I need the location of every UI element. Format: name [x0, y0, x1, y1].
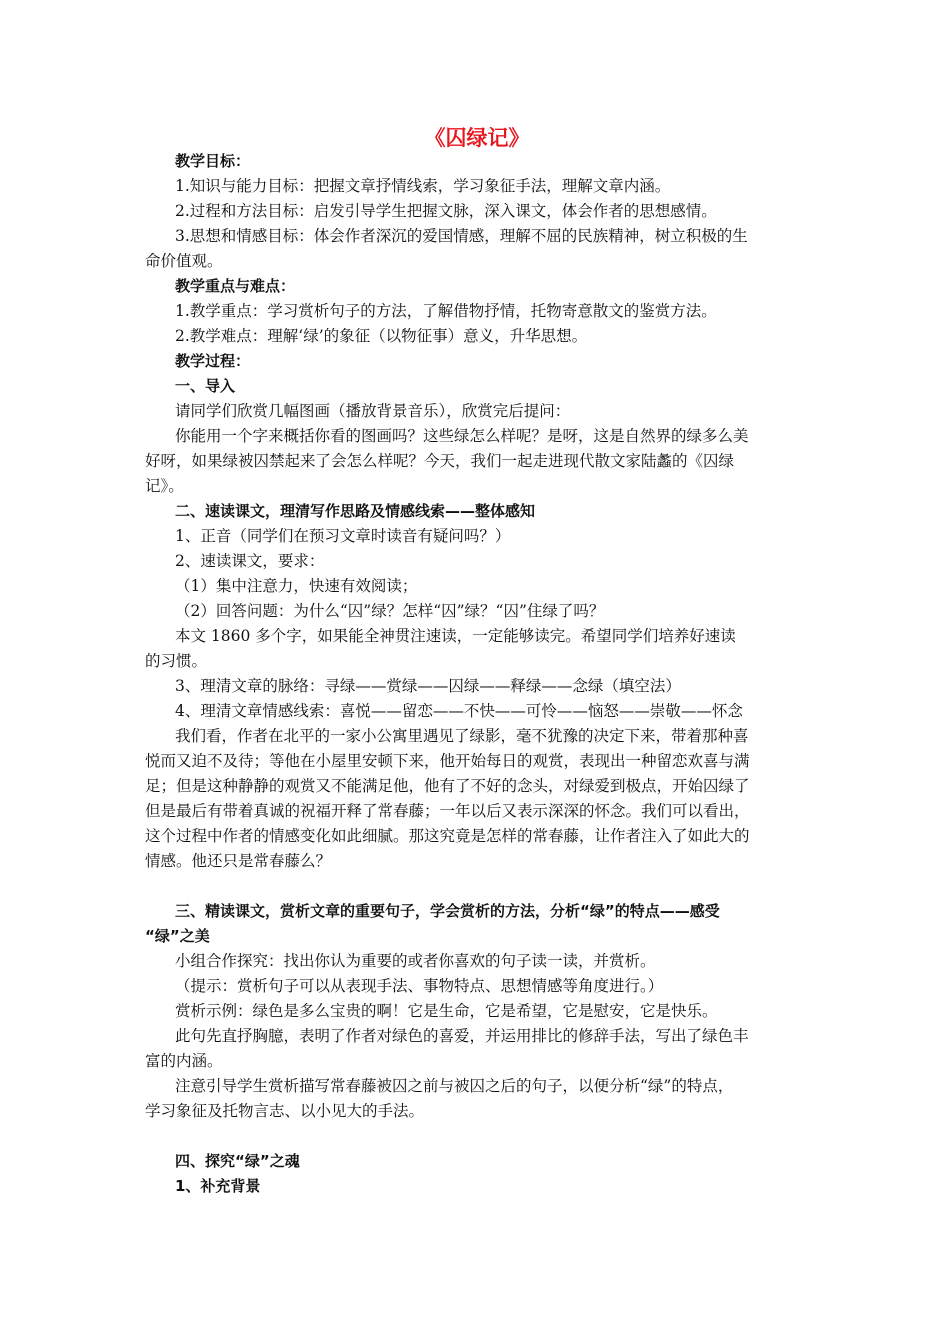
section-heading: 三、精读课文，赏析文章的重要句子，学会赏析的方法，分析“绿”的特点——感受 [175, 902, 720, 920]
paragraph-line: 请同学们欣赏几幅图画（播放背景音乐），欣赏完后提问： [175, 402, 571, 420]
paragraph-line: 1.教学重点：学习赏析句子的方法，了解借物抒情，托物寄意散文的鉴赏方法。 [175, 302, 717, 320]
paragraph-line: 2.过程和方法目标：启发引导学生把握文脉，深入课文，体会作者的思想感情。 [175, 202, 717, 220]
paragraph-line: 好呀，如果绿被囚禁起来了会怎么样呢？今天，我们一起走进现代散文家陆蠡的《囚绿 [145, 452, 735, 470]
paragraph-line: 4、理清文章情感线索：喜悦——留恋——不快——可怜——恼怒——崇敬——怀念 [175, 702, 743, 720]
section-heading: 四、探究“绿”之魂 [175, 1152, 300, 1170]
paragraph-line: 1、正音（同学们在预习文章时读音有疑问吗？） [175, 527, 511, 545]
section-heading: 1、补充背景 [175, 1177, 261, 1195]
paragraph-line: 但是最后有带着真诚的祝福开释了常春藤；一年以后又表示深深的怀念。我们可以看出， [145, 802, 750, 820]
paragraph-line: 小组合作探究：找出你认为重要的或者你喜欢的句子读一读，并赏析。 [175, 952, 656, 970]
paragraph-line: （1）集中注意力，快速有效阅读； [175, 577, 418, 595]
paragraph-line: 的习惯。 [145, 652, 208, 670]
section-heading: 教学目标： [175, 152, 251, 170]
paragraph-line: 足；但是这种静静的观赏又不能满足他，他有了不好的念头，对绿爱到极点，开始囚绿了 [145, 777, 750, 795]
section-heading: “绿”之美 [145, 927, 210, 945]
paragraph-line: 记》。 [145, 477, 184, 495]
paragraph-line: 学习象征及托物言志、以小见大的手法。 [145, 1102, 425, 1120]
paragraph-line: 本文 1860 多个字，如果能全神贯注速读，一定能够读完。希望同学们培养好速读 [175, 627, 736, 645]
paragraph-line: 注意引导学生赏析描写常春藤被囚之前与被囚之后的句子，以便分析“绿”的特点， [175, 1077, 734, 1095]
paragraph-line: 富的内涵。 [145, 1052, 223, 1070]
paragraph-line: 3.思想和情感目标：体会作者深沉的爱国情感，理解不屈的民族精神，树立积极的生 [175, 227, 748, 245]
paragraph-line: 悦而又迫不及待；等他在小屋里安顿下来，他开始每日的观赏，表现出一种留恋欢喜与满 [145, 752, 750, 770]
paragraph-line: 赏析示例：绿色是多么宝贵的啊！它是生命，它是希望，它是慰安，它是快乐。 [175, 1002, 718, 1020]
paragraph-line: 我们看，作者在北平的一家小公寓里遇见了绿影，毫不犹豫的决定下来，带着那种喜 [175, 727, 749, 745]
document-title: 《囚绿记》 [424, 126, 530, 150]
paragraph-line: 这个过程中作者的情感变化如此细腻。那这究竟是怎样的常春藤，让作者注入了如此大的 [145, 827, 750, 845]
paragraph-line: 你能用一个字来概括你看的图画吗？这些绿怎么样呢？是呀，这是自然界的绿多么美 [175, 427, 749, 445]
section-heading: 一、导入 [175, 377, 236, 395]
paragraph-line: （2）回答问题：为什么“囚”绿？怎样“囚”绿？“囚”住绿了吗？ [175, 602, 605, 620]
section-heading: 教学过程： [175, 352, 251, 370]
paragraph-line: 3、理清文章的脉络：寻绿——赏绿——囚绿——释绿——念绿（填空法） [175, 677, 681, 695]
paragraph-line: 命价值观。 [145, 252, 223, 270]
section-heading: 二、速读课文，理清写作思路及情感线索——整体感知 [175, 502, 536, 520]
paragraph-line: 此句先直抒胸臆，表明了作者对绿色的喜爱，并运用排比的修辞手法，写出了绿色丰 [175, 1027, 749, 1045]
paragraph-line: 2.教学难点：理解‘绿’的象征（以物征事）意义，升华思想。 [175, 327, 588, 345]
paragraph-line: 情感。他还只是常春藤么？ [145, 852, 332, 870]
paragraph-line: 1.知识与能力目标：把握文章抒情线索，学习象征手法，理解文章内涵。 [175, 177, 671, 195]
paragraph-line: （提示：赏析句子可以从表现手法、事物特点、思想情感等角度进行。） [175, 977, 664, 995]
section-heading: 教学重点与难点： [175, 277, 296, 295]
paragraph-line: 2、速读课文，要求： [175, 552, 325, 570]
